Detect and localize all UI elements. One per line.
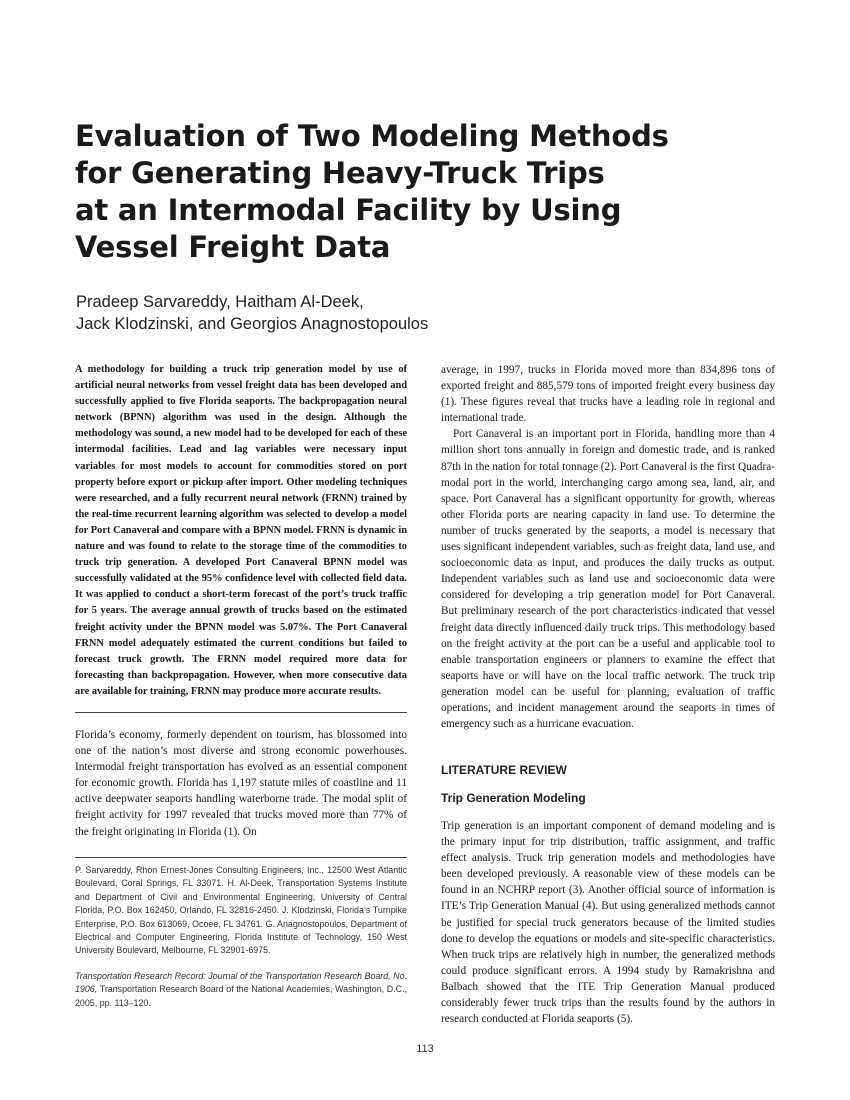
author-list [76, 291, 776, 335]
body-paragraph: average, in 1997, trucks in Florida moved more than 834,896 tons of exported freight and 885,579 tons of imported freight every business day (1). These figures reveal that trucks have a leading role in regional and international trade. [441, 364, 775, 425]
title-line: for Generating Heavy-Truck Trips [75, 156, 605, 190]
right-column-body [441, 362, 775, 732]
paper-title [75, 118, 775, 266]
journal-name: Transportation Research Record: Journal of the Transportation Research Board, No. 1906, [75, 970, 407, 995]
author-footnote [75, 864, 407, 1010]
title-line: Evaluation of Two Modeling Methods [75, 119, 669, 153]
title-line: at an Intermodal Facility by Using [75, 193, 622, 227]
footnote-affiliations: P. Sarvareddy, Rhon Ernest-Jones Consulting Engineers, Inc., 12500 West Atlantic Boulevard, Coral Springs, FL 33071. H. Al-Deek, Transportation Systems Institute and Department of Civil and Environmental Engineering, University of Central Florida, P.O. Box 162450, Orlando, FL 32816-2450. J. Klodzinski, Florida’s Turnpike Enterprise, P.O. Box 613069, Ocoee, FL 34761. G. Anagnostopoulos, Department of Electrical and Computer Engineering, Florida Institute of Technology, 150 West University Boulevard, Melbourne, FL 32901-6975. [75, 865, 407, 956]
abstract-divider [75, 712, 407, 713]
intro-paragraph: Florida’s economy, formerly dependent on tourism, has blossomed into one of the nation’s most diverse and strong economic powerhouses. Intermodal freight transportation has evolved as an essential component for economic growth. Florida has 1,197 statute miles of coastline and 11 active deepwater seaports handling waterborne trade. The modal split of freight activity for 1997 revealed that trucks moved more than 77% of the freight originating in Florida (1). On [75, 729, 407, 838]
abstract: A methodology for building a truck trip generation model by use of artificial neural networks from vessel freight data has been developed and successfully applied to five Florida seaports. The backpropagation neural network (BPNN) algorithm was used in the design. Although the methodology was sound, a new model had to be developed for each of these intermodal facilities. Lead and lag variables were necessary input variables for most models to account for commodities stored on port property before export or pickup after import. Other modeling techniques were researched, and a fully recurrent neural network (FRNN) trained by the real-time recurrent learning algorithm was selected to develop a model for Port Canaveral and compare with a BPNN model. FRNN is dynamic in nature and was found to relate to the storage time of the commodities to truck trip generation. A developed Port Canaveral BPNN model was successfully validated at the 95% confidence level with collected field data. It was applied to conduct a short-term forecast of the port’s truck traffic for 5 years. The average annual growth of trucks based on the estimated freight activity under the BPNN model was 5.07%. The Port Canaveral FRNN model adequately estimated the current conditions but failed to forecast truck growth. The FRNN model required more data for forecasting than backpropagation. However, when more consecutive data are available for training, FRNN may produce more accurate results. [75, 364, 407, 697]
footnote-divider [75, 857, 407, 858]
section-heading: LITERATURE REVIEW [441, 763, 567, 777]
author-line: Jack Klodzinski, and Georgios Anagnostopoulos [76, 315, 429, 333]
title-line: Vessel Freight Data [75, 230, 391, 264]
body-paragraph: Port Canaveral is an important port in Florida, handling more than 4 million short tons annually in foreign and domestic trade, and is ranked 87th in the nation for total tonnage (2). Port Canaveral is the first Quadra-modal port in the world, interchanging cargo among sea, land, air, and space. Port Canaveral has a significant opportunity for growth, whereas other Florida ports are nearing capacity in land use. To determine the number of trucks generated by the seaports, a model is necessary that uses significant independent variables, such as freight data, land use, and socioeconomic data as input, and produces the daily trucks as output. Independent variables such as land use and socioeconomic data were considered for developing a trip generation model for Port Canaveral. But preliminary research of the port characteristics indicated that vessel freight data directly influenced daily truck trips. This methodology based on the freight activity at the port can be a useful and applicable tool to enable transportation engineers or planners to examine the effect that seaports have or will have on the local traffic network. The truck trip generation model can be useful for planning, evaluation of traffic operations, and incident management around the seaports in times of emergency such as a hurricane evacuation. [441, 428, 775, 731]
subsection-heading: Trip Generation Modeling [441, 791, 586, 805]
journal-details: Transportation Research Board of the National Academies, Washington, D.C., 2005, pp. 113–120. [75, 984, 407, 1008]
footnote-journal [75, 970, 407, 1010]
body-paragraph: Trip generation is an important component of demand modeling and is the primary input for trip distribution, traffic assignment, and traffic effect analysis. Truck trip generation models and methodologies have been developed previously. A reasonable view of these models can be found in an NCHRP report (3). Another official source of information is ITE’s Trip Generation Manual (4). But using generalized methods cannot be justified for special truck generators because of the limited studies done to develop the equations or models and site-specific characteristics. When truck trips are relatively high in number, the generalized methods could produce significant errors. A 1994 study by Ramakrishna and Balbach showed that the ITE Trip Generation Manual produced considerably fewer truck trips than the results found by the authors in research conducted at Florida seaports (5). [441, 820, 775, 1026]
page-number: 113 [416, 1043, 434, 1055]
author-line: Pradeep Sarvareddy, Haitham Al-Deek, [76, 293, 364, 311]
